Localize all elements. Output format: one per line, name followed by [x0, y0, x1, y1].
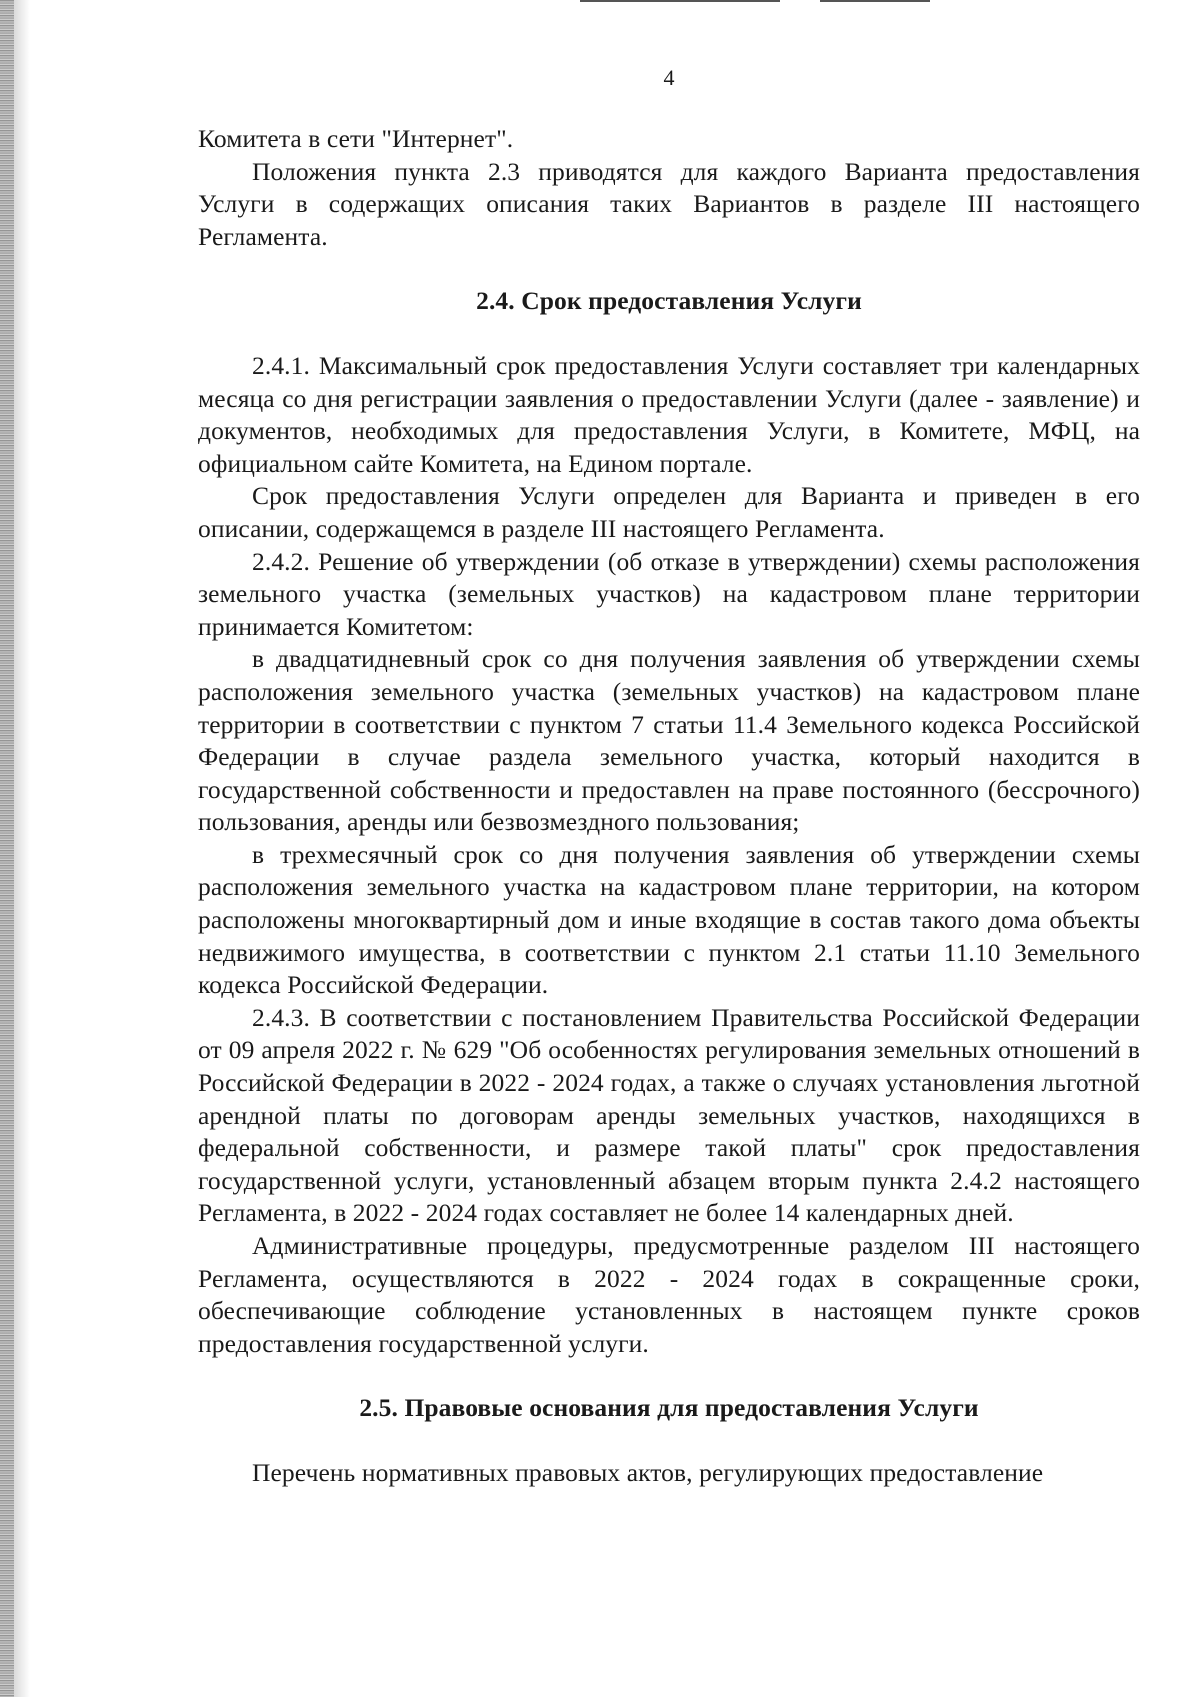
page-number: 4: [663, 65, 675, 90]
scan-edge-fade: [14, 0, 30, 1697]
paragraph: Комитета в сети "Интернет".: [198, 124, 514, 153]
paragraph: 2.4.3. В соответствии с постановлением Правительства Российской Федерации от 09 апреля 2022 г. № 629 "Об особенностях регулирования земельных отношений в Российской Федерации в 2022 - 2024 годах, а также о случаях установления льготной арендной платы по договорам аренды земельных участков, находящихся в федеральной собственности, и размере такой платы" срок предоставления государственной услуги, установленный абзацем вторым пункта 2.4.2 настоящего Регламента, в 2022 - 2024 годах составляет не более 14 календарных дней.: [198, 1002, 1140, 1228]
section-heading-2-5: 2.5. Правовые основания для предоставления Услуги: [359, 1393, 979, 1423]
paragraph: Срок предоставления Услуги определен для Варианта и приведен в его описании, содержащемся в разделе III настоящего Регламента.: [198, 481, 1140, 543]
top-edge-mark: [580, 0, 780, 2]
paragraph: 2.4.1. Максимальный срок предоставления Услуги составляет три календарных месяца со дня регистрации заявления о предоставлении Услуги (далее - заявление) и документов, необходимых для предоставления Услуги, в Комитете, МФЦ, на официальном сайте Комитета, на Едином портале.: [198, 350, 1140, 478]
paragraph: в двадцатидневный срок со дня получения заявления об утверждении схемы расположения земельного участка (земельных участков) на кадастровом плане территории в соответствии с пунктом 7 статьи 11.4 Земельного кодекса Российской Федерации в случае раздела земельного участка, который находится в государственной собственности и предоставлен на праве постоянного (бессрочного) пользования, аренды или безвозмездного пользования;: [198, 644, 1140, 837]
section-heading-2-4: 2.4. Срок предоставления Услуги: [476, 286, 862, 316]
paragraph: Административные процедуры, предусмотренные разделом III настоящего Регламента, осуществляются в 2022 - 2024 годах в сокращенные сроки, обеспечивающие соблюдение установленных в настоящем пункте сроков предоставления государственной услуги.: [198, 1231, 1140, 1358]
paragraph: в трехмесячный срок со дня получения заявления об утверждении схемы расположения земельного участка на кадастровом плане территории, на котором расположены многоквартирный дом и иные входящие в состав такого дома объекты недвижимого имущества, в соответствии с пунктом 2.1 статьи 11.10 Земельного кодекса Российской Федерации.: [198, 839, 1140, 1000]
top-edge-mark: [820, 0, 930, 2]
scan-edge-shadow: [0, 0, 14, 1697]
paragraph: 2.4.2. Решение об утверждении (об отказе в утверждении) схемы расположения земельного участка (земельных участков) на кадастровом плане территории принимается Комитетом:: [198, 546, 1140, 641]
paragraph: Положения пункта 2.3 приводятся для каждого Варианта предоставления Услуги в содержащих описания таких Вариантов в разделе III настоящего Регламента.: [198, 156, 1140, 251]
paragraph: Перечень нормативных правовых актов, регулирующих предоставление: [252, 1457, 1044, 1487]
document-body: [198, 123, 1140, 1490]
